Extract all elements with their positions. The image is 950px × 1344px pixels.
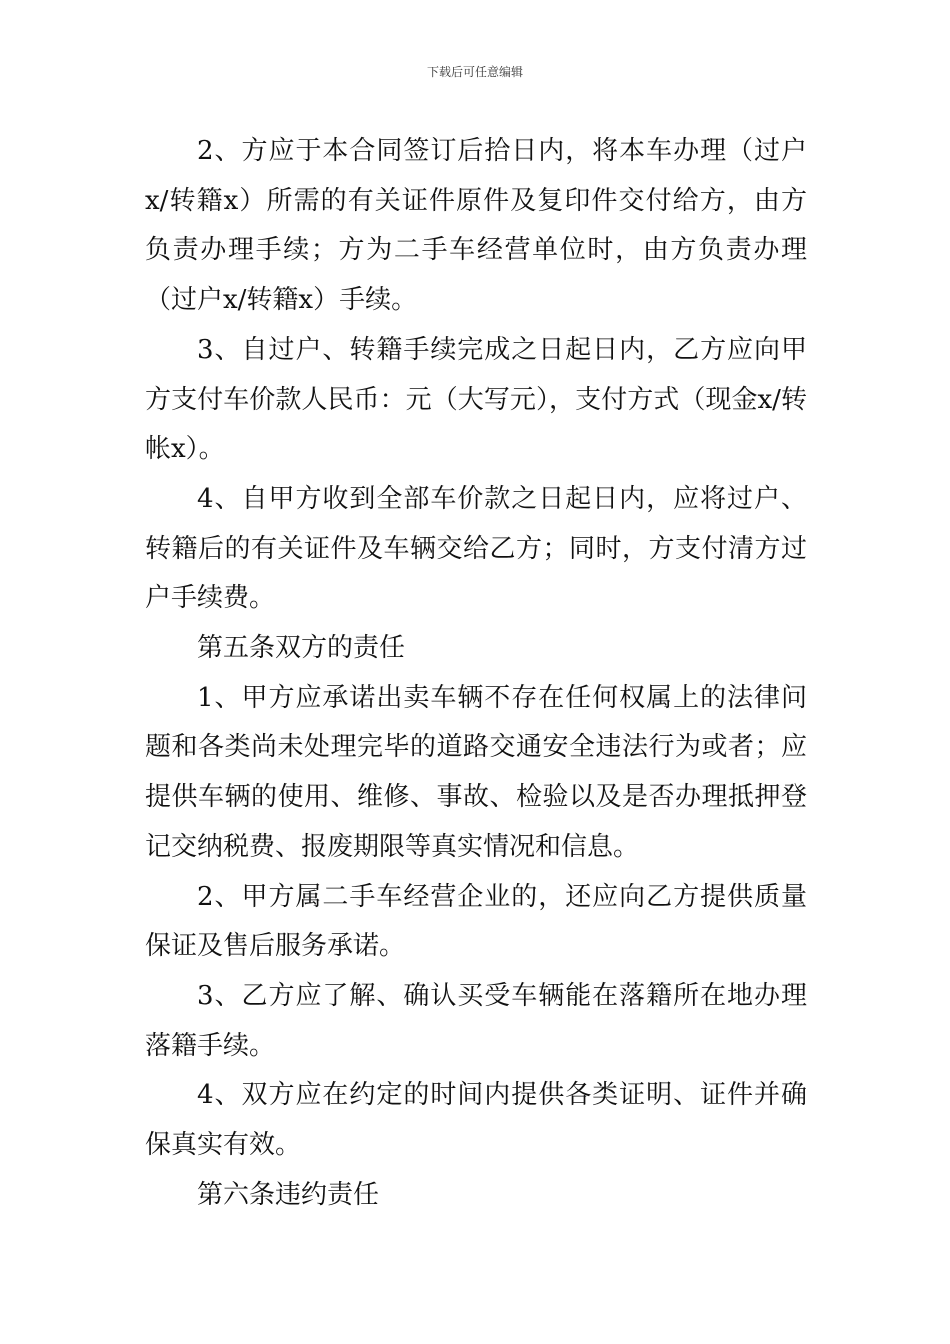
clause-paragraph-buyer-confirmation: 3、乙方应了解、确认买受车辆能在落籍所在地办理落籍手续。	[145, 980, 807, 1061]
section-heading-article-6: 第六条违约责任	[197, 1179, 380, 1210]
clause-paragraph-payment: 3、自过户、转籍手续完成之日起日内，乙方应向甲方支付车价款人民币：元（大写元），支付方式（现金x/转帐x）。	[145, 334, 807, 465]
page-header-note: 下载后可任意编辑	[426, 65, 523, 79]
clause-paragraph-documents-validity: 4、双方应在约定的时间内提供各类证明、证件并确保真实有效。	[145, 1080, 807, 1161]
clause-paragraph-vehicle-handover: 4、自甲方收到全部车价款之日起日内，应将过户、转籍后的有关证件及车辆交给乙方；同时，方支付清方过户手续费。	[145, 483, 807, 614]
clause-paragraph-transfer-documents: 2、方应于本合同签订后拾日内，将本车办理（过户x/转籍x）所需的有关证件原件及复印件交付给方，由方负责办理手续；方为二手车经营单位时，由方负责办理（过户x/转籍x）手续。	[145, 136, 807, 316]
clause-paragraph-dealer-guarantee: 2、甲方属二手车经营企业的，还应向乙方提供质量保证及售后服务承诺。	[145, 881, 807, 962]
section-heading-article-5: 第五条双方的责任	[197, 633, 406, 664]
document-body	[145, 127, 807, 1220]
clause-paragraph-seller-warranty: 1、甲方应承诺出卖车辆不存在任何权属上的法律问题和各类尚未处理完毕的道路交通安全违法行为或者；应提供车辆的使用、维修、事故、检验以及是否办理抵押登记交纳税费、报废期限等真实情况和信息。	[145, 682, 807, 862]
